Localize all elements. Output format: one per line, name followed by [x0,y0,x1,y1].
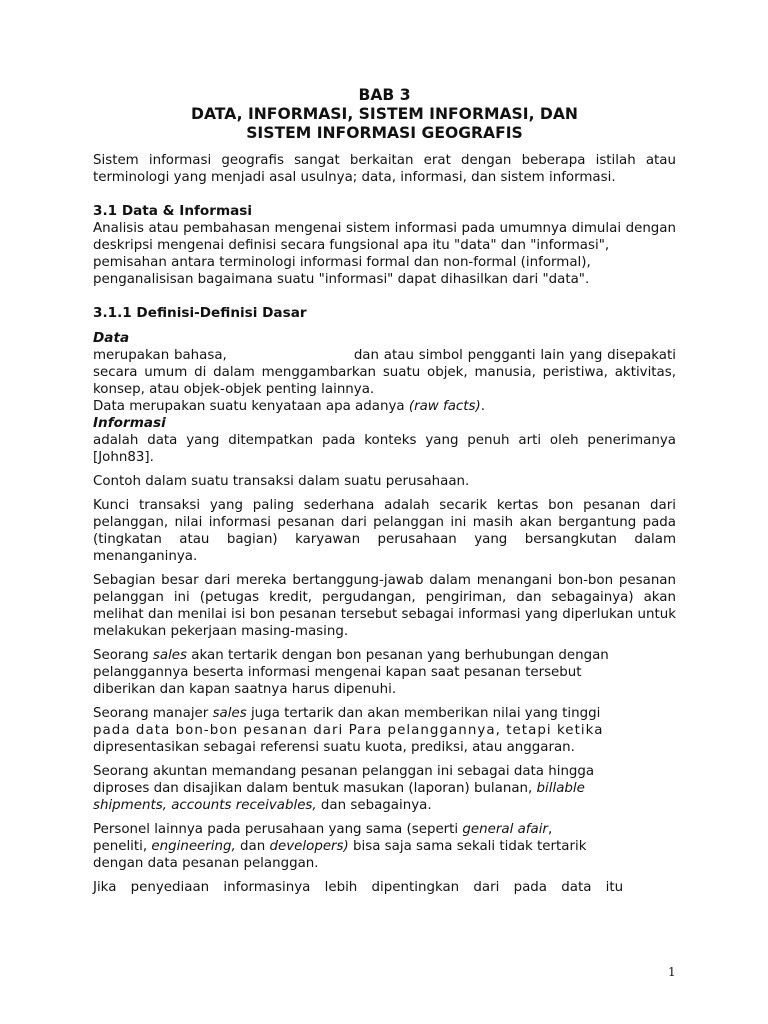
kunci-paragraph: Kunci transaksi yang paling sederhana adalah secarik kertas bon pesanan dari pelanggan, nilai informasi pesanan dari pelanggan ini masih akan bergantung pada (tingkatan atau bagian) karyawan perusahaan yang bersangkutan dalam menanganinya. [93,498,676,564]
personel-line-2: peneliti, engineering, dan developers) bisa saja sama sekali tidak tertarik [93,839,587,854]
chapter-title-line-2: SISTEM INFORMASI GEOGRAFIS [246,124,523,142]
sebagian-paragraph: Sebagian besar dari mereka bertanggung-jawab dalam menangani bon-bon pesanan pelanggan ini (petugas kredit, pergudangan, pengiriman, dan sebagainya) akan melihat dan menilai isi bon pesanan tersebut sebagai informasi yang diperlukan untuk melakukan pekerjaan masing-masing. [93,573,676,639]
data-fact-text: Data merupakan suatu kenyataan apa adanya [93,399,409,414]
sales-line-1: Seorang sales akan tertarik dengan bon pesanan yang berhubungan dengan [93,648,609,663]
akuntan-line-1: Seorang akuntan memandang pesanan pelanggan ini sebagai data hingga [93,764,595,779]
section-3-1-paragraph: Analisis atau pembahasan mengenai sistem informasi pada umumnya dimulai dengan deskripsi mengenai definisi secara fungsional apa itu "data" dan "informasi", [93,221,676,253]
section-3-1-line-analysis: penganalisisan bagaimana suatu "informasi" dapat dihasilkan dari "data". [93,272,590,287]
page-content [93,86,676,896]
manajer-line-1: Seorang manajer sales juga tertarik dan akan memberikan nilai yang tinggi [93,706,601,721]
informasi-definition: adalah data yang ditempatkan pada konteks yang penuh arti oleh penerimanya [John83]. [93,433,676,465]
chapter-title-line-1: DATA, INFORMASI, SISTEM INFORMASI, DAN [191,105,578,123]
data-fact-line [93,398,676,415]
intro-paragraph: Sistem informasi geografis sangat berkaitan erat dengan beberapa istilah atau terminologi yang menjadi asal usulnya; data, informasi, dan sistem informasi. [93,153,676,185]
sales-line-2: pelanggannya beserta informasi mengenai kapan saat pesanan tersebut [93,665,582,680]
raw-facts-term: (raw facts) [408,399,481,414]
term-data: Data [93,330,130,346]
last-line: Jika penyediaan informasinya lebih dipentingkan dari pada data itu [93,880,624,895]
manajer-line-3: dipresentasikan sebagai referensi suatu kuota, prediksi, atau anggaran. [93,740,575,755]
example-paragraph: Contoh dalam suatu transaksi dalam suatu perusahaan. [93,474,470,489]
akuntan-line-3: shipments, accounts receivables, dan sebagainya. [93,798,432,813]
section-3-1-heading: 3.1 Data & Informasi [93,203,253,219]
page-number: 1 [668,965,676,979]
manajer-paragraph [93,705,676,756]
section-3-1-line-formal: pemisahan antara terminologi informasi formal dan non-formal (informal), [93,255,591,270]
chapter-number: BAB 3 [358,86,411,104]
sales-paragraph [93,647,676,698]
data-definition-rest: dan atau simbol pengganti lain yang disepakati secara umum di dalam menggambarkan suatu objek, manusia, peristiwa, aktivitas, konsep, atau objek-objek penting lainnya. [93,348,676,397]
term-informasi: Informasi [93,415,166,431]
personel-line-1: Personel lainnya pada perusahaan yang sama (seperti general afair, [93,822,553,837]
data-definition [93,347,676,398]
data-fact-period: . [480,399,485,414]
personel-paragraph [93,821,676,872]
sales-line-3: diberikan dan kapan saatnya harus dipenuhi. [93,682,397,697]
data-definition-start: merupakan bahasa, [93,348,227,363]
manajer-line-2: pada data bon-bon pesanan dari Para pelanggannya, tetapi ketika [93,723,604,738]
developers-term: developers) [269,839,349,854]
akuntan-paragraph [93,763,676,814]
section-3-1-1-heading: 3.1.1 Definisi-Definisi Dasar [93,305,307,321]
billable-term: billable [536,781,585,796]
sales-term: sales [152,648,188,663]
general-afair-term: general afair [462,822,548,837]
sales-term: sales [212,706,247,721]
akuntan-line-2: diproses dan disajikan dalam bentuk masukan (laporan) bulanan, billable [93,781,585,796]
shipments-term: shipments, accounts receivables, [93,798,317,813]
engineering-term: engineering, [151,839,236,854]
personel-line-3: dengan data pesanan pelanggan. [93,856,319,871]
